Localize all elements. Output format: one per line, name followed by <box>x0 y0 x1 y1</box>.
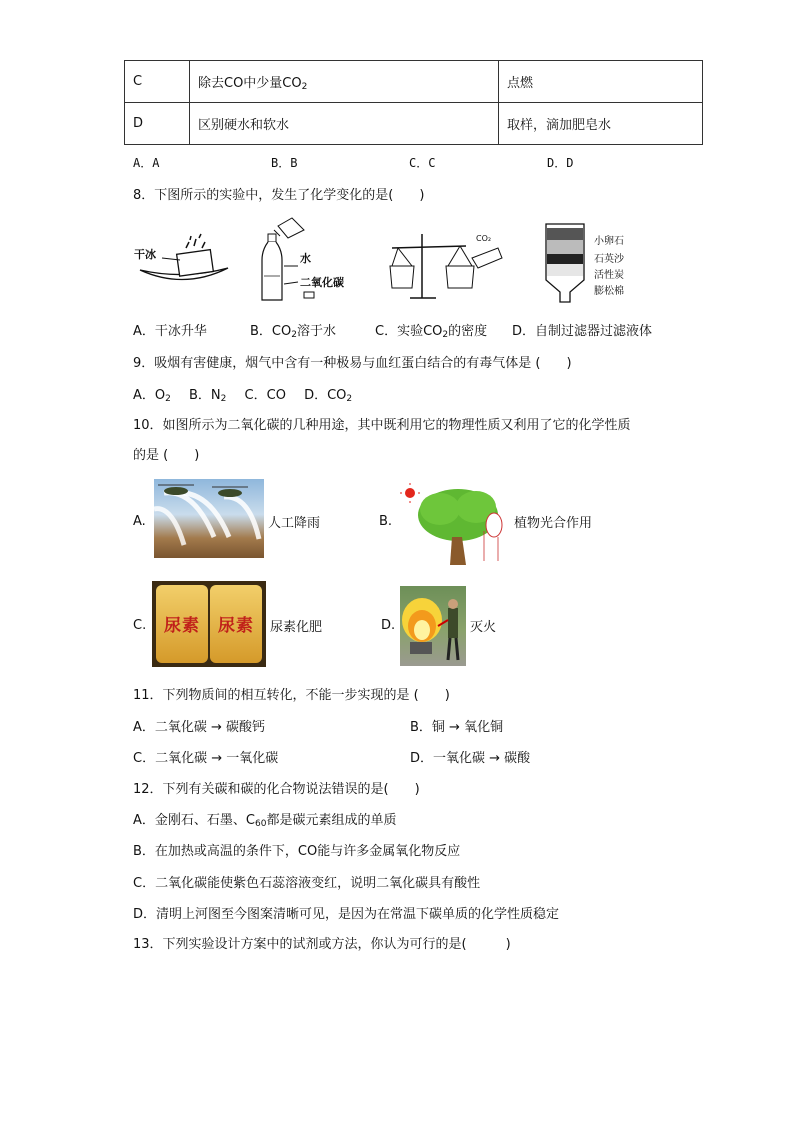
figure-co2-balance <box>386 226 506 304</box>
helicopter-spray-drawing <box>154 479 264 558</box>
figure-dry-ice <box>134 228 234 298</box>
q11-option-b: B．铜 → 氧化铜 <box>410 720 504 735</box>
photosynthesis-illustration <box>400 481 510 567</box>
fertilizer-bag-text: 尿素 <box>164 616 200 636</box>
dry-ice-label: 干冰 <box>134 248 156 261</box>
q8-option-c: C．实验$CO_2$的密度 <box>375 324 488 340</box>
q9-option-a: A．$O_2$ <box>133 388 171 404</box>
q8-option-a: A．干冰升华 <box>133 324 207 339</box>
pebble-label: 小卵石 <box>594 236 624 247</box>
options-table <box>124 60 703 145</box>
urea-fertilizer-photo <box>152 581 266 667</box>
water-label: 水 <box>300 252 311 265</box>
q10-option-a-text: 人工降雨 <box>268 516 321 531</box>
table-cell-method: 点燃 <box>499 61 703 103</box>
co2-formula-label: CO₂ <box>476 234 492 243</box>
q7-option-b: B．B <box>271 156 298 170</box>
q9-option-d: D．$CO_2$ <box>304 388 353 404</box>
cotton-label: 膨松棉 <box>594 286 624 297</box>
table-cell-purpose: 区别硬水和软水 <box>190 103 499 145</box>
co2-label: 二氧化碳 <box>300 276 344 289</box>
q10-option-c-text: 尿素化肥 <box>270 620 323 635</box>
artificial-rain-photo <box>154 479 264 558</box>
q10-option-b-text: 植物光合作用 <box>514 516 593 531</box>
q12-option-a: A．金刚石、石墨、$C_{60}$都是碳元素组成的单质 <box>133 813 397 829</box>
q10-option-c-letter: C. <box>133 618 147 633</box>
q11-option-c: C．二氧化碳 → 一氧化碳 <box>133 751 279 766</box>
table-row <box>125 61 703 103</box>
table-cell-option: C <box>125 61 190 103</box>
table-cell-method: 取样，滴加肥皂水 <box>499 103 703 145</box>
q8-stem: 8．下图所示的实验中，发生了化学变化的是( ) <box>133 188 425 203</box>
q8-option-b: B．$CO_2$溶于水 <box>250 324 336 340</box>
q10-option-d-letter: D. <box>381 618 396 633</box>
table-row <box>125 103 703 145</box>
carbon-label: 活性炭 <box>594 270 624 281</box>
table-cell-purpose: 除去CO中少量$CO_2$ <box>190 61 499 103</box>
figure-co2-bottle <box>258 216 358 304</box>
q12-option-c: C．二氧化碳能使紫色石蕊溶液变红，说明二氧化碳具有酸性 <box>133 876 481 891</box>
fire-drawing <box>400 586 466 666</box>
q7-option-a: A．A <box>133 156 160 170</box>
tree-drawing <box>400 481 510 567</box>
q9-option-b: B．$N_2$ <box>189 388 227 404</box>
q11-option-d: D．一氧化碳 → 碳酸 <box>410 751 531 766</box>
q9-stem: 9．吸烟有害健康，烟气中含有一种极易与血红蛋白结合的有毒气体是 ( ) <box>133 356 572 371</box>
q13-stem: 13．下列实验设计方案中的试剂或方法，你认为可行的是( ) <box>133 937 511 952</box>
figure-filter <box>540 220 640 306</box>
q10-option-a-letter: A. <box>133 514 146 529</box>
q11-option-a: A．二氧化碳 → 碳酸钙 <box>133 720 266 735</box>
q10-stem-line2: 的是 ( ) <box>133 448 200 463</box>
fire-extinguishing-photo <box>400 586 466 666</box>
q12-option-d: D．清明上河图至今图案清晰可见，是因为在常温下碳单质的化学性质稳定 <box>133 907 560 922</box>
q11-stem: 11．下列物质间的相互转化，不能一步实现的是 ( ) <box>133 688 450 703</box>
sand-label: 石英沙 <box>594 254 624 265</box>
q7-option-c: C．C <box>409 156 436 170</box>
filter-drawing <box>540 220 590 306</box>
q7-option-d: D．D <box>547 156 574 170</box>
q8-option-d: D．自制过滤器过滤液体 <box>512 324 653 339</box>
table-cell-option: D <box>125 103 190 145</box>
q12-option-b: B．在加热或高温的条件下，CO能与许多金属氧化物反应 <box>133 844 461 859</box>
fertilizer-bag-text: 尿素 <box>218 616 254 636</box>
q12-stem: 12．下列有关碳和碳的化合物说法错误的是( ) <box>133 782 420 797</box>
q10-stem-line1: 10．如图所示为二氧化碳的几种用途，其中既利用它的物理性质又利用了它的化学性质 <box>133 418 631 433</box>
q9-option-c: C．CO <box>244 388 286 403</box>
dry-ice-drawing <box>134 228 234 298</box>
q10-option-b-letter: B. <box>379 514 393 529</box>
q10-option-d-text: 灭火 <box>470 620 497 635</box>
q9-options <box>133 384 352 404</box>
